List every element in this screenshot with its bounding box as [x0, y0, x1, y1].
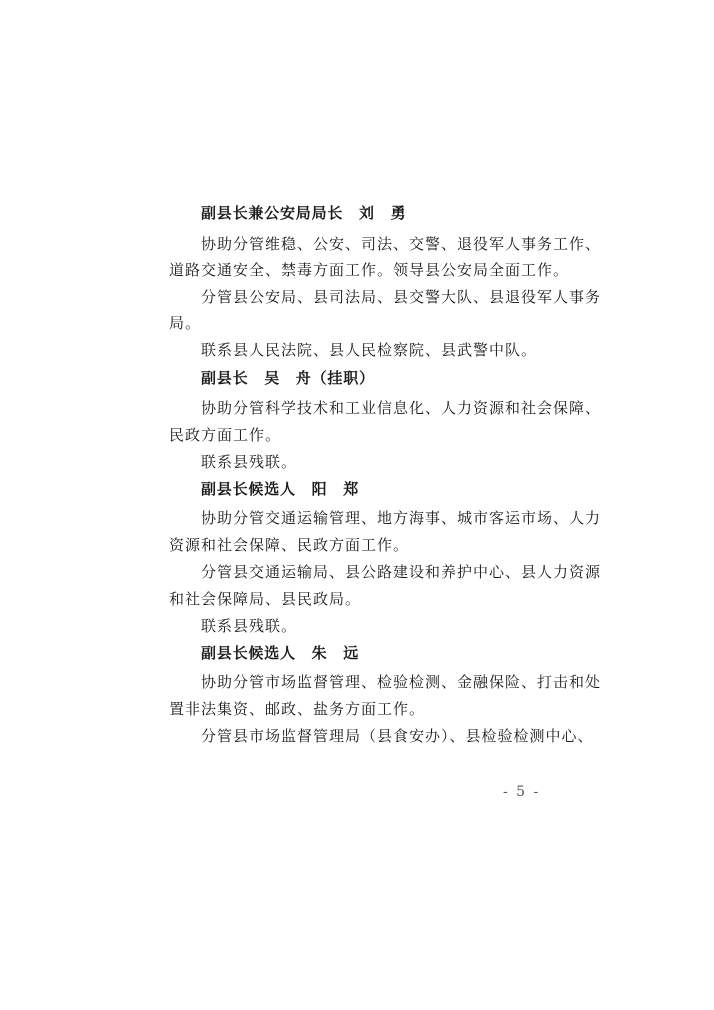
paragraph-line: 协助分管维稳、公安、司法、交警、退役军人事务工作、	[201, 235, 602, 253]
section-heading: 副县长候选人 朱 远	[201, 644, 360, 662]
paragraph-line: 置非法集资、邮政、盐务方面工作。	[169, 700, 426, 718]
paragraph-line: 联系县人民法院、县人民检察院、县武警中队。	[201, 341, 538, 359]
paragraph-line: 分管县公安局、县司法局、县交警大队、县退役军人事务	[201, 288, 602, 306]
paragraph-line: 和社会保障局、县民政局。	[169, 590, 362, 608]
paragraph-line: 局。	[169, 314, 202, 332]
paragraph-line: 协助分管市场监督管理、检验检测、金融保险、打击和处	[201, 673, 602, 691]
paragraph-line: 资源和社会保障、民政方面工作。	[169, 536, 410, 554]
paragraph-line: 分管县交通运输局、县公路建设和养护中心、县人力资源	[201, 563, 602, 581]
paragraph-line: 联系县残联。	[201, 453, 298, 471]
paragraph-line: 协助分管交通运输管理、地方海事、城市客运市场、人力	[201, 509, 602, 527]
page-number: - 5 -	[503, 784, 541, 800]
paragraph-line: 道路交通安全、禁毒方面工作。领导县公安局全面工作。	[169, 261, 570, 279]
section-heading: 副县长候选人 阳 郑	[201, 480, 360, 498]
paragraph-line: 联系县残联。	[201, 617, 298, 635]
paragraph-line: 分管县市场监督管理局（县食安办）、县检验检测中心、	[201, 727, 594, 745]
paragraph-line: 民政方面工作。	[169, 426, 282, 444]
section-heading: 副县长 吴 舟（挂职）	[201, 369, 375, 387]
section-heading: 副县长兼公安局局长 刘 勇	[201, 204, 407, 222]
paragraph-line: 协助分管科学技术和工业信息化、人力资源和社会保障、	[201, 399, 602, 417]
